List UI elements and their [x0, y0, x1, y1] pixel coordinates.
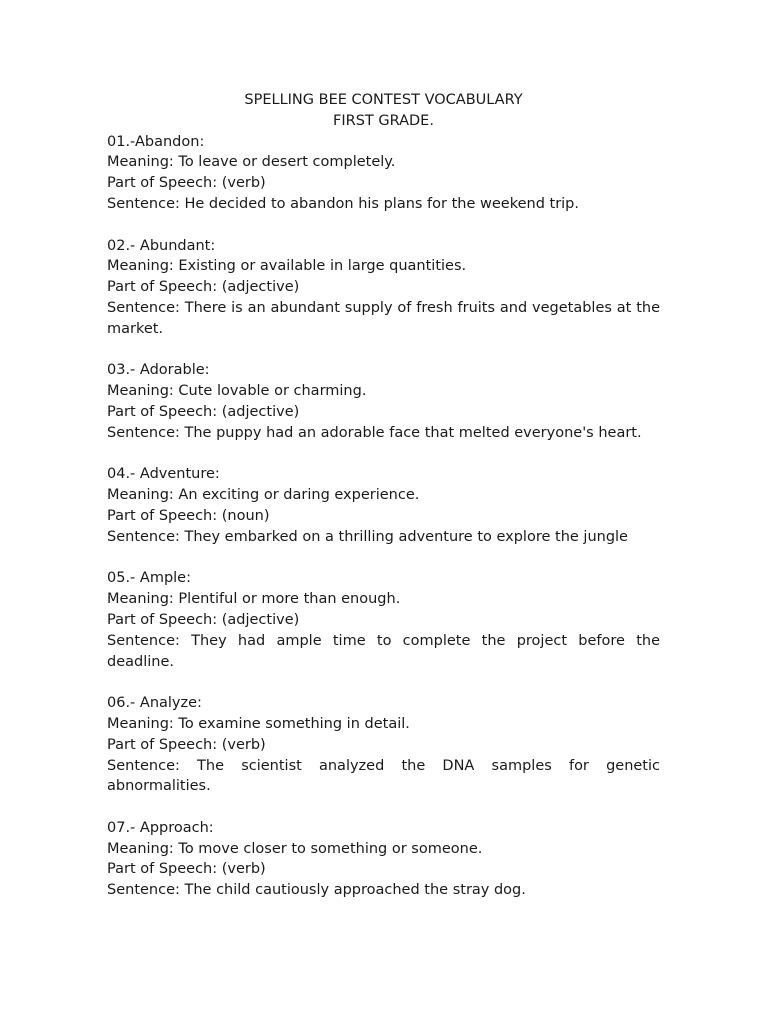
vocabulary-entry	[107, 132, 660, 215]
document-page	[107, 90, 660, 922]
entry-word: 07.- Approach:	[107, 819, 214, 836]
vocabulary-entry	[107, 693, 660, 797]
entry-meaning: Meaning: Plentiful or more than enough.	[107, 591, 401, 608]
vocabulary-entry	[107, 360, 660, 443]
entry-sentence: Sentence: They had ample time to complete the project before the deadline.	[107, 632, 660, 670]
document-title: SPELLING BEE CONTEST VOCABULARY	[244, 92, 523, 108]
vocabulary-entry	[107, 818, 660, 901]
entry-sentence: Sentence: The scientist analyzed the DNA samples for genetic abnormalities.	[107, 757, 660, 795]
entry-sentence: Sentence: He decided to abandon his plans for the weekend trip.	[107, 195, 580, 212]
entry-meaning: Meaning: To leave or desert completely.	[107, 154, 396, 171]
entry-sentence: Sentence: The child cautiously approached the stray dog.	[107, 882, 526, 899]
entry-meaning: Meaning: Cute lovable or charming.	[107, 383, 367, 400]
vocabulary-entry	[107, 236, 660, 340]
entry-part-of-speech: Part of Speech: (verb)	[107, 861, 266, 878]
entry-word: 01.-Abandon:	[107, 133, 205, 150]
document-subtitle: FIRST GRADE.	[333, 112, 434, 129]
entry-meaning: Meaning: To move closer to something or someone.	[107, 840, 483, 857]
entry-sentence: Sentence: The puppy had an adorable face that melted everyone's heart.	[107, 424, 642, 441]
vocabulary-entry	[107, 568, 660, 672]
entry-part-of-speech: Part of Speech: (adjective)	[107, 403, 300, 420]
entry-part-of-speech: Part of Speech: (verb)	[107, 175, 266, 192]
entry-part-of-speech: Part of Speech: (noun)	[107, 507, 270, 524]
entry-part-of-speech: Part of Speech: (adjective)	[107, 611, 300, 628]
entry-word: 02.- Abundant:	[107, 237, 216, 254]
entry-part-of-speech: Part of Speech: (verb)	[107, 736, 266, 753]
entry-word: 04.- Adventure:	[107, 466, 220, 483]
entry-meaning: Meaning: To examine something in detail.	[107, 715, 410, 732]
document-heading	[107, 90, 660, 132]
entry-meaning: Meaning: Existing or available in large quantities.	[107, 258, 467, 275]
entry-meaning: Meaning: An exciting or daring experience.	[107, 487, 420, 504]
entry-word: 03.- Adorable:	[107, 362, 210, 379]
entry-word: 05.- Ample:	[107, 570, 191, 587]
vocabulary-entry	[107, 464, 660, 547]
entry-sentence: Sentence: There is an abundant supply of fresh fruits and vegetables at the market.	[107, 299, 660, 337]
entry-sentence: Sentence: They embarked on a thrilling adventure to explore the jungle	[107, 528, 628, 545]
entry-word: 06.- Analyze:	[107, 695, 202, 712]
entry-part-of-speech: Part of Speech: (adjective)	[107, 279, 300, 296]
